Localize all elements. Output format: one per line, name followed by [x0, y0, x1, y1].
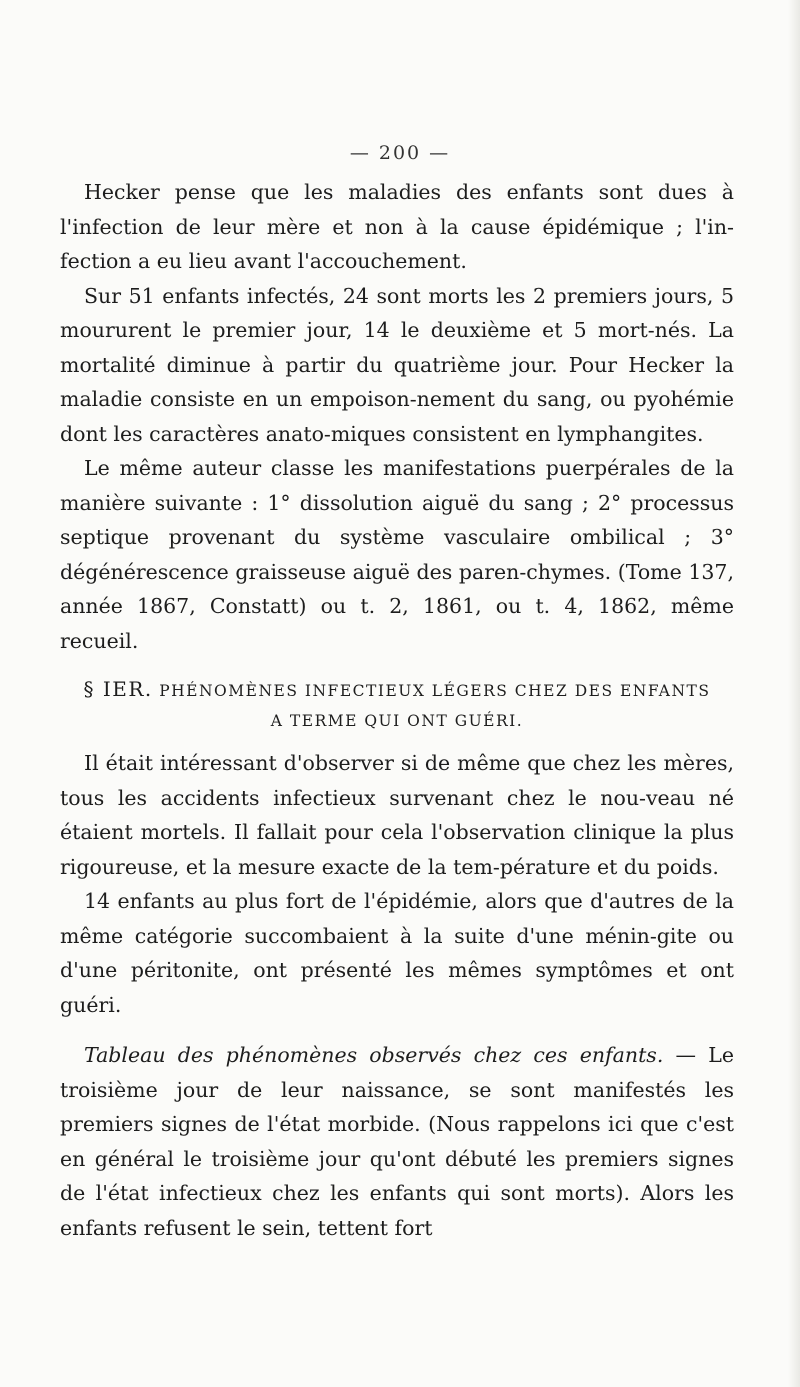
page-edge-shadow — [788, 0, 800, 1387]
page-body — [60, 175, 734, 1245]
section-title-line-2: A TERME QUI ONT GUÉRI. — [270, 712, 524, 730]
paragraph: Le même auteur classe les manifestations puerpérales de la manière suivante : 1° dissolution aiguë du sang ; 2° processus septique provenant du système vasculaire ombilical ; 3° dégénérescence graisseuse aiguë des paren-chymes. (Tome 137, année 1867, Constatt) ou t. 2, 1861, ou t. 4, 1862, même recueil. — [60, 456, 734, 653]
paragraph: Hecker pense que les maladies des enfants sont dues à l'infection de leur mère et non à la cause épidémique ; l'in-fection a eu lieu avant l'accouchement. — [60, 180, 734, 273]
title-dash: — — [663, 1043, 697, 1067]
table-title: Tableau des phénomènes observés chez ces enfants. — [84, 1043, 664, 1067]
page-number: — 200 — — [349, 142, 451, 164]
section-title-line-1: PHÉNOMÈNES INFECTIEUX LÉGERS CHEZ DES ENFANTS — [159, 682, 711, 700]
paragraph: 14 enfants au plus fort de l'épidémie, alors que d'autres de la même catégorie succombaient à la suite d'une ménin-gite ou d'une péritonite, ont présenté les mêmes symptômes et ont guéri. — [60, 889, 734, 1017]
table-text: Le troisième jour de leur naissance, se sont manifestés les premiers signes de l'état morbide. (Nous rappelons ici que c'est en général le troisième jour qu'ont débuté les premiers signes de l'état infectieux chez les enfants qui sont morts). Alors les enfants refusent le sein, tettent fort — [60, 1043, 734, 1240]
section-heading — [60, 674, 734, 736]
section-heading-line-1 — [60, 674, 734, 706]
table-paragraph — [60, 1038, 734, 1245]
paragraph: Il était intéressant d'observer si de même que chez les mères, tous les accidents infectieux survenant chez le nou-veau né étaient mortels. Il fallait pour cela l'observation clinique la plus rigoureuse, et la mesure exacte de la tem-pérature et du poids. — [60, 751, 734, 879]
section-symbol: § IER. — [83, 677, 153, 701]
paragraph: Sur 51 enfants infectés, 24 sont morts les 2 premiers jours, 5 moururent le premier jour, 14 le deuxième et 5 mort-nés. La mortalité diminue à partir du quatrième jour. Pour Hecker la maladie consiste en un empoison-nement du sang, ou pyohémie dont les caractères anato-miques consistent en lymphangites. — [60, 283, 734, 446]
